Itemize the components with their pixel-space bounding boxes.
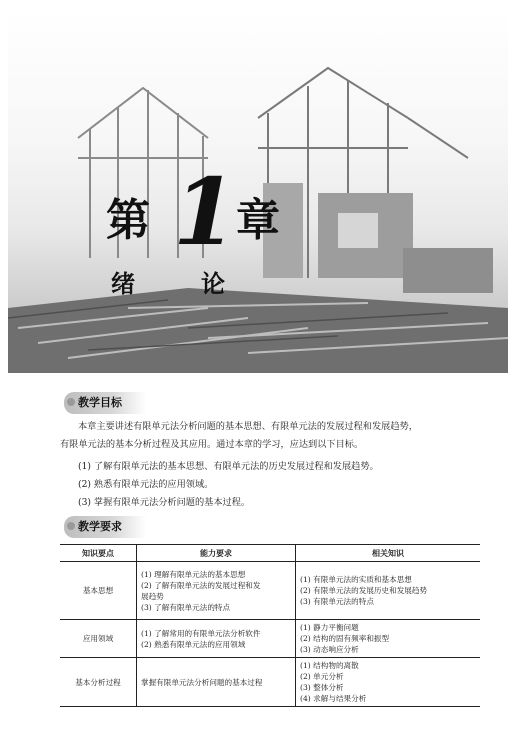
related-line: (1) 有限单元法的实质和基本思想 [300, 575, 412, 584]
ability-cell [137, 620, 296, 658]
intro-line-1: 本章主要讲述有限单元法分析问题的基本思想、有限单元法的发展过程和发展趋势， [78, 421, 418, 432]
section-label-goals: 教学目标 [78, 396, 122, 409]
ability-line: (3) 了解有限单元法的特点 [141, 602, 231, 612]
table-row [60, 562, 480, 620]
related-line: (1) 静力平衡问题 [300, 623, 359, 632]
related-line: (3) 有限单元法的特点 [300, 597, 374, 606]
knowledge-point: 基本思想 [60, 562, 137, 620]
chapter-prefix: 第 [106, 195, 152, 246]
chapter-title-char-2: 论 [201, 270, 225, 298]
tag-dot-icon [67, 398, 75, 406]
ability-line: (1) 理解有限单元法的基本思想 [141, 569, 246, 579]
related-line: (3) 整体分析 [300, 683, 344, 692]
section-tag-goals [64, 392, 146, 414]
tag-dot-icon [67, 522, 75, 530]
related-line: (2) 结构的固有频率和振型 [300, 634, 390, 643]
related-line: (2) 有限单元法的发展历史和发展趋势 [300, 586, 428, 595]
goal-item: (3) 掌握有限单元法分析问题的基本过程。 [78, 497, 251, 508]
goal-item: (2) 熟悉有限单元法的应用领域。 [78, 479, 214, 490]
requirements-table [60, 544, 480, 707]
ability-cell [137, 562, 296, 620]
goal-item: (1) 了解有限单元法的基本思想、有限单元法的历史发展过程和发展趋势。 [78, 461, 379, 472]
chapter-number: 1 [173, 158, 238, 266]
related-line: (4) 求解与结果分析 [300, 694, 367, 703]
ability-line: (1) 了解常用的有限单元法分析软件 [141, 628, 261, 638]
section-tag-requirements [64, 516, 146, 538]
related-line: (2) 单元分析 [300, 672, 344, 681]
ability-line: (2) 了解有限单元法的发展过程和发 [141, 580, 261, 590]
knowledge-point: 应用领域 [60, 620, 137, 658]
related-cell [296, 658, 481, 707]
ability-line: (2) 熟悉有限单元法的应用领域 [141, 639, 246, 649]
related-line: (1) 结构物的离散 [300, 661, 359, 670]
related-cell [296, 562, 481, 620]
table-header: 相关知识 [296, 545, 481, 562]
related-line: (3) 动态响应分析 [300, 645, 359, 654]
chapter-banner [8, 8, 508, 373]
chapter-suffix: 章 [236, 195, 280, 246]
table-header: 能力要求 [137, 545, 296, 562]
table-row [60, 658, 480, 707]
related-cell [296, 620, 481, 658]
table-header-row [60, 545, 480, 562]
table-header: 知识要点 [60, 545, 137, 562]
section-label-requirements: 教学要求 [78, 520, 122, 533]
ability-line: 展趋势 [141, 591, 164, 601]
chapter-title-char-1: 绪 [111, 270, 135, 298]
ability-cell [137, 658, 296, 707]
intro-line-2: 有限单元法的基本分析过程及其应用。通过本章的学习，应达到以下目标。 [60, 439, 364, 450]
table-row [60, 620, 480, 658]
knowledge-point: 基本分析过程 [60, 658, 137, 707]
ability-line: 掌握有限单元法分析问题的基本过程 [141, 677, 263, 687]
